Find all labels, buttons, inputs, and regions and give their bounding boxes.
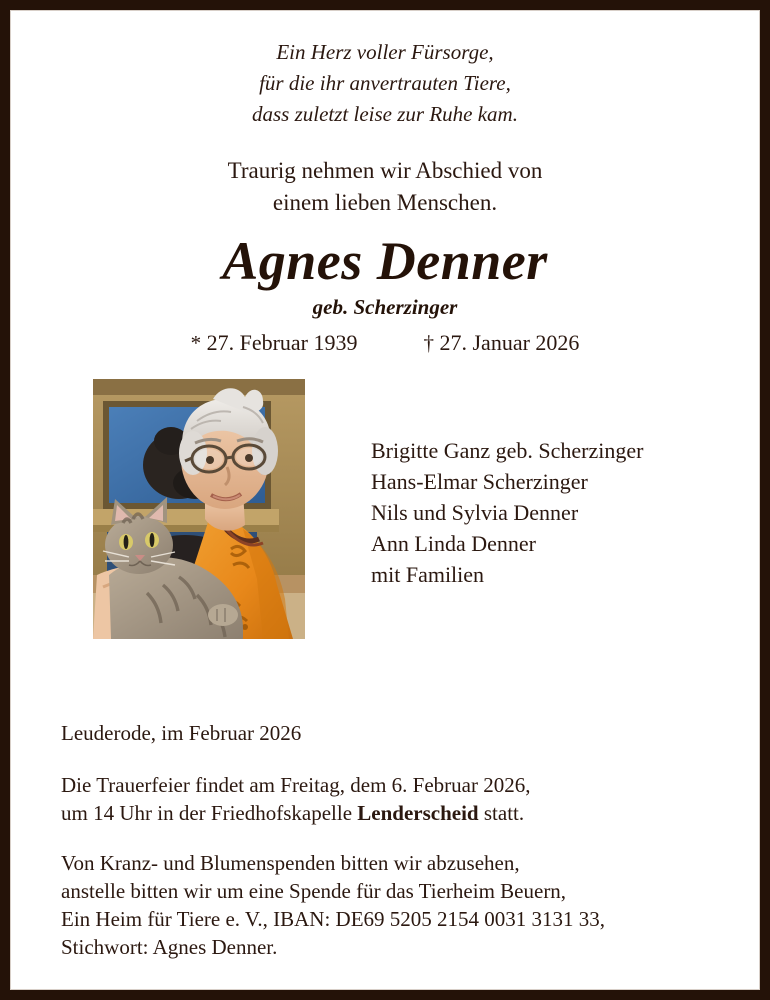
ceremony-location: Lenderscheid (357, 801, 479, 825)
donation-line-4-reference: Stichwort: Agnes Denner. (61, 935, 278, 959)
place-and-date: Leuderode, im Februar 2026 (61, 721, 302, 745)
donation-line-1: Von Kranz- und Blumenspenden bitten wir abzusehen, (61, 851, 520, 875)
ceremony-details (61, 747, 759, 827)
verse-line-1: Ein Herz voller Fürsorge, (276, 40, 494, 64)
birth-symbol-icon: * (190, 331, 202, 355)
ceremony-text-before: um 14 Uhr in der Friedhofskapelle (61, 801, 358, 825)
donation-request (61, 827, 759, 961)
survivor-name: Hans-Elmar Scherzinger (371, 469, 588, 494)
deceased-name: Agnes Denner (222, 231, 548, 291)
notice-inner-frame (10, 10, 760, 990)
birth-date-group (191, 329, 358, 357)
life-dates (11, 320, 759, 357)
verse-line-2: für die ihr anvertrauten Tiere, (259, 71, 511, 95)
ceremony-text-after: statt. (478, 801, 525, 825)
intro-line-1: Traurig nehmen wir Abschied von (227, 158, 543, 183)
portrait-illustration (93, 379, 305, 639)
verse-line-3: dass zuletzt leise zur Ruhe kam. (252, 102, 518, 126)
death-date-group (424, 329, 580, 357)
survivor-name: mit Familien (371, 562, 485, 587)
cross-dagger-icon: † (423, 331, 434, 355)
intro-text (11, 130, 759, 219)
death-date: 27. Januar 2026 (439, 330, 580, 355)
ceremony-line-1: Die Trauerfeier findet am Freitag, dem 6. Februar 2026, (61, 773, 531, 797)
portrait-and-survivors (11, 379, 759, 659)
memorial-verse (11, 11, 759, 130)
donation-line-2: anstelle bitten wir um eine Spende für das Tierheim Beuern, (61, 879, 567, 903)
survivor-name: Brigitte Ganz geb. Scherzinger (371, 438, 644, 463)
portrait-photo (93, 379, 305, 639)
birth-date: 27. Februar 1939 (206, 330, 358, 355)
intro-line-2: einem lieben Menschen. (272, 190, 498, 215)
survivor-name: Nils und Sylvia Denner (371, 500, 579, 525)
survivor-name: Ann Linda Denner (371, 531, 536, 556)
donation-line-3-iban: Ein Heim für Tiere e. V., IBAN: DE69 5205 2154 0031 3131 33, (61, 907, 606, 931)
closing-section (11, 659, 759, 961)
survivors-list (371, 435, 643, 590)
ceremony-line-2 (61, 799, 759, 827)
deceased-maiden-name: geb. Scherzinger (312, 295, 458, 319)
